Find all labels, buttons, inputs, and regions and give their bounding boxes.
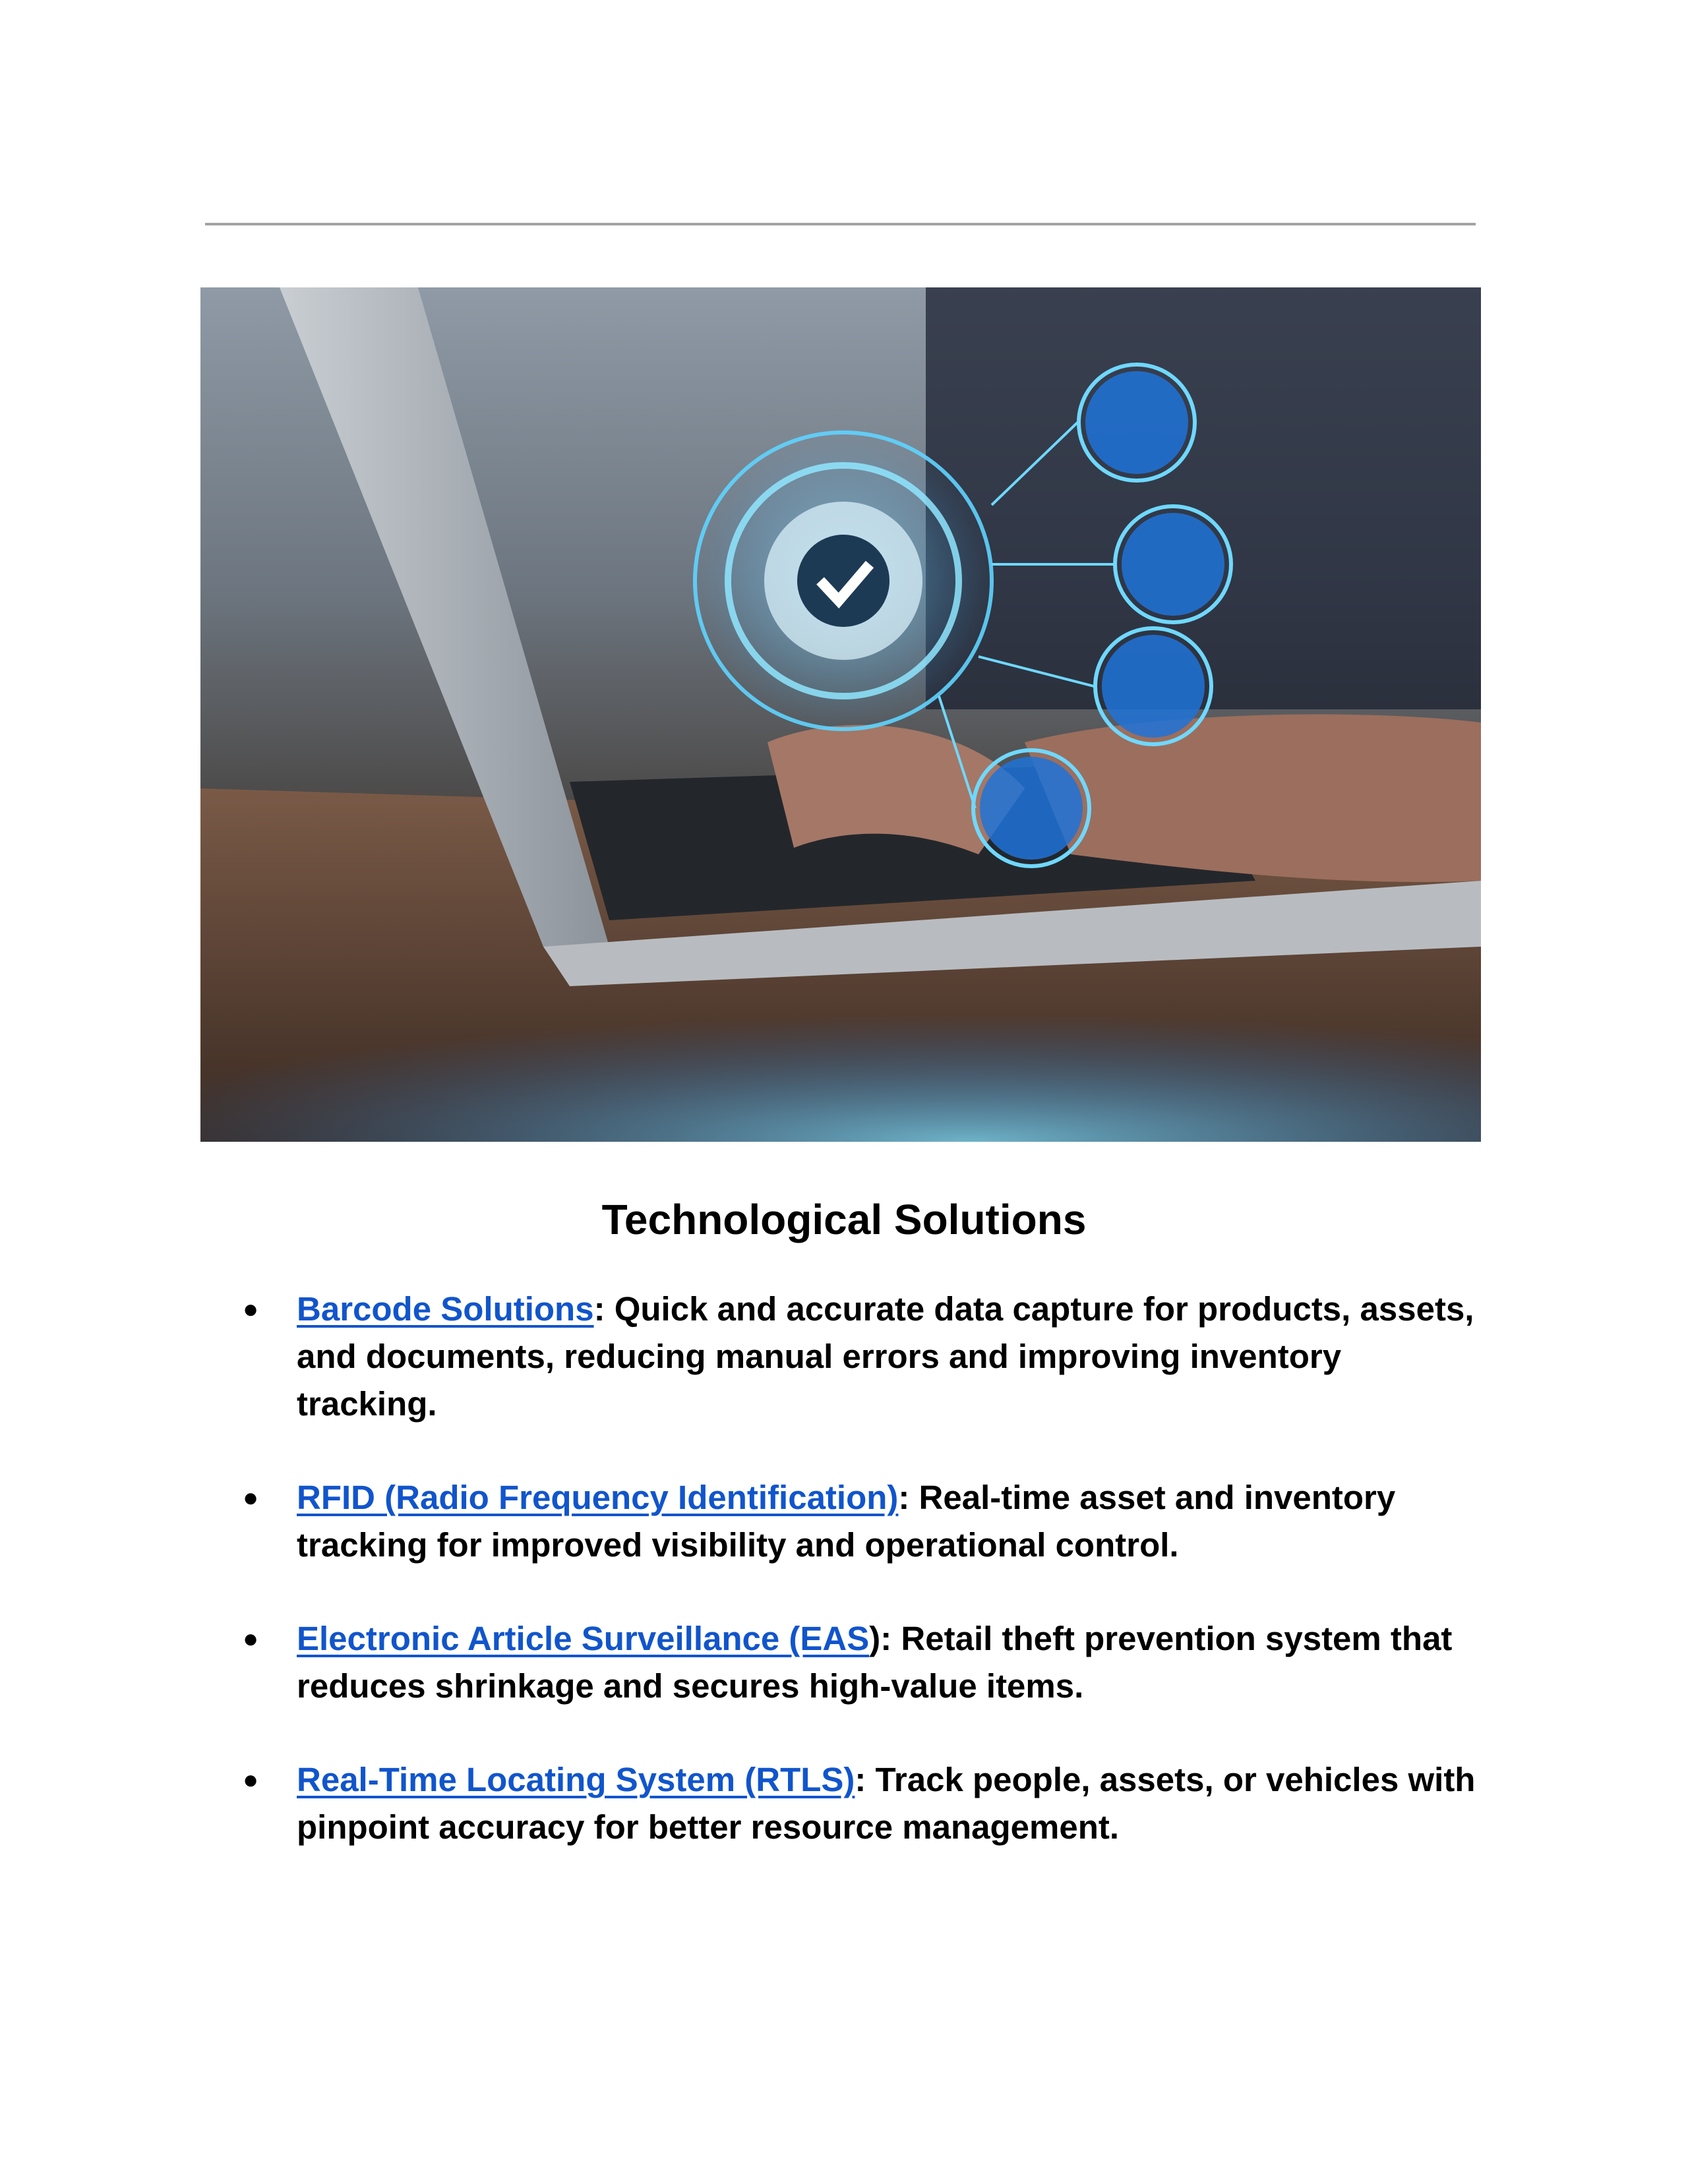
list-item-text: : Quick and accurate data capture for products, assets, and documents, reducing manual errors and improving inventory tracking. — [297, 1290, 1474, 1423]
bullet-icon: ● — [243, 1624, 259, 1653]
list-item-text: : Real-time asset and inventory tracking for improved visibility and operational control. — [297, 1479, 1396, 1564]
solutions-list — [243, 1285, 1482, 1897]
section-title: Technological Solutions — [601, 1196, 1087, 1243]
hero-image — [200, 287, 1481, 1142]
bullet-icon: ● — [243, 1295, 259, 1324]
bullet-icon: ● — [243, 1483, 259, 1512]
list-item — [243, 1285, 1482, 1428]
barcode-solutions-link[interactable]: Barcode Solutions — [297, 1290, 594, 1328]
rfid-link[interactable]: RFID (Radio Frequency Identification) — [297, 1479, 899, 1516]
horizontal-rule — [205, 223, 1476, 225]
rtls-link[interactable]: Real-Time Locating System (RTLS) — [297, 1761, 855, 1798]
list-item — [243, 1615, 1482, 1710]
eas-link[interactable]: Electronic Article Surveillance (EAS — [297, 1620, 870, 1657]
list-item-text: : Track people, assets, or vehicles with pinpoint accuracy for better resource management. — [297, 1761, 1476, 1846]
list-item-text: ): Retail theft prevention system that reduces shrinkage and secures high-value items. — [297, 1620, 1453, 1705]
list-item — [243, 1756, 1482, 1851]
list-item — [243, 1474, 1482, 1569]
bullet-icon: ● — [243, 1765, 259, 1794]
